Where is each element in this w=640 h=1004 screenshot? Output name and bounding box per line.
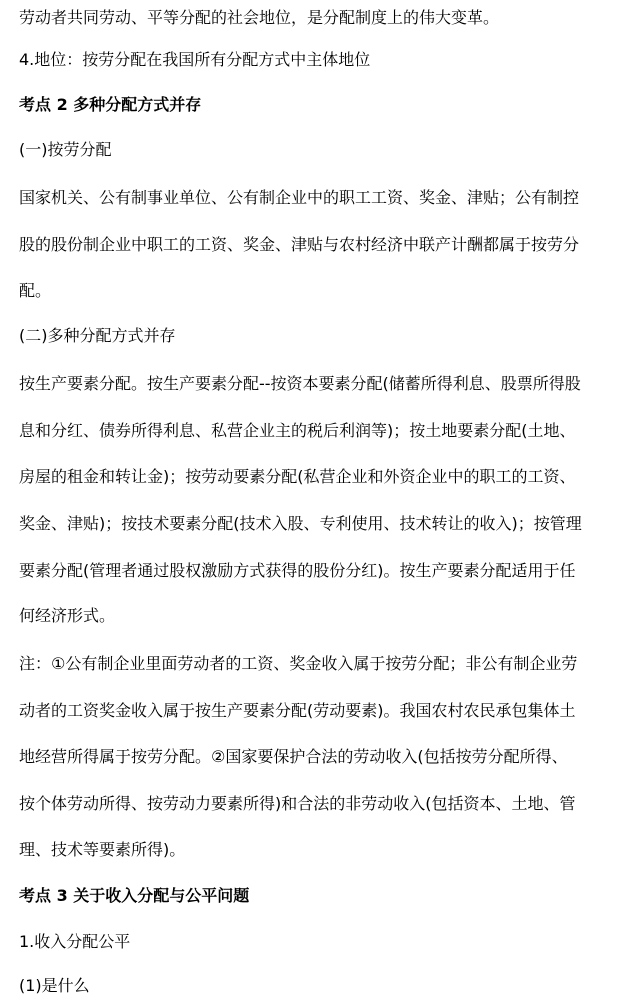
subsection-heading: (1)是什么: [19, 976, 90, 995]
note-line: 动者的工资奖金收入属于按生产要素分配(劳动要素)。我国农村农民承包集体土: [19, 701, 576, 720]
paragraph-line: 要素分配(管理者通过股权激励方式获得的股份分红)。按生产要素分配适用于任: [19, 561, 576, 580]
subsection-heading: (一)按劳分配: [19, 140, 112, 159]
paragraph-line: 国家机关、公有制事业单位、公有制企业中的职工工资、奖金、津贴；公有制控: [19, 188, 580, 207]
subsection-heading: 1.收入分配公平: [19, 932, 131, 951]
note-line: 理、技术等要素所得)。: [19, 840, 186, 859]
paragraph-line: 劳动者共同劳动、平等分配的社会地位，是分配制度上的伟大变革。: [19, 8, 500, 27]
paragraph-line: 配。: [19, 281, 52, 300]
paragraph-line: 奖金、津贴)；按技术要素分配(技术入股、专利使用、技术转让的收入)；按管理: [19, 514, 582, 533]
note-line: 注：①公有制企业里面劳动者的工资、奖金收入属于按劳分配；非公有制企业劳: [19, 654, 578, 673]
paragraph-line: 按生产要素分配。按生产要素分配--按资本要素分配(储蓄所得利息、股票所得股: [19, 374, 581, 393]
note-line: 地经营所得属于按劳分配。②国家要保护合法的劳动收入(包括按劳分配所得、: [19, 747, 568, 766]
subsection-heading: (二)多种分配方式并存: [19, 326, 176, 345]
note-line: 按个体劳动所得、按劳动力要素所得)和合法的非劳动收入(包括资本、土地、管: [19, 794, 576, 813]
paragraph-line: 何经济形式。: [19, 606, 116, 625]
section-heading: 考点 3 关于收入分配与公平问题: [19, 886, 250, 905]
paragraph-line: 股的股份制企业中职工的工资、奖金、津贴与农村经济中联产计酬都属于按劳分: [19, 235, 580, 254]
section-heading: 考点 2 多种分配方式并存: [19, 95, 202, 114]
paragraph-line: 房屋的租金和转让金)；按劳动要素分配(私营企业和外资企业中的职工的工资、: [19, 467, 576, 486]
paragraph-line: 4.地位：按劳分配在我国所有分配方式中主体地位: [19, 50, 371, 69]
paragraph-line: 息和分红、债券所得利息、私营企业主的税后利润等)；按土地要素分配(土地、: [19, 421, 576, 440]
